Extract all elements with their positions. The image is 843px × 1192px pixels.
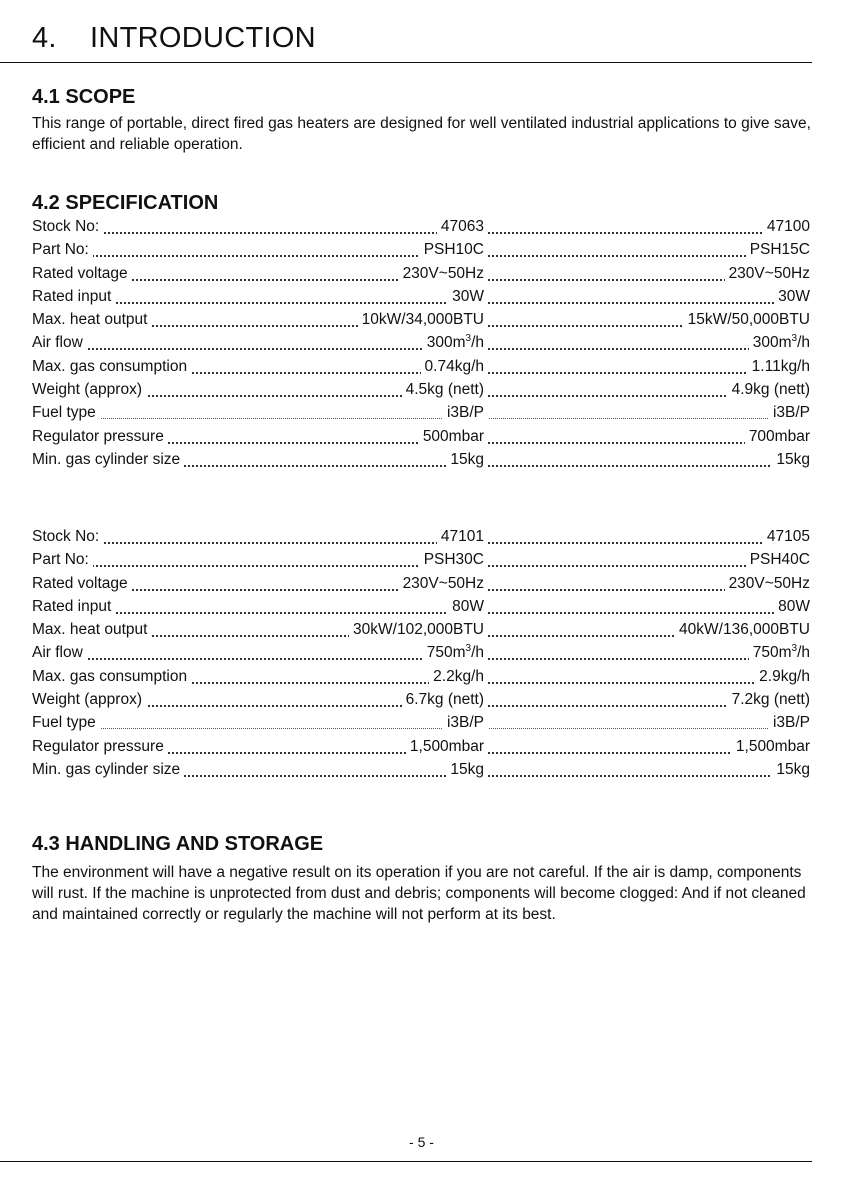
spec-value-col2: PSH40C — [746, 551, 810, 569]
spec-value-col2: i3B/P — [769, 714, 810, 732]
spec-label: Weight (approx) — [32, 381, 146, 399]
spec-row — [32, 621, 810, 644]
spec-label: Min. gas cylinder size — [32, 451, 184, 469]
spec-value-col1: 500mbar — [419, 428, 488, 446]
spec-row — [32, 761, 810, 784]
spec-value-col2: 15kg — [772, 761, 810, 779]
spec-row — [32, 428, 810, 451]
chapter-title: INTRODUCTION — [90, 22, 316, 54]
spec-value-col1: 10kW/34,000BTU — [358, 311, 488, 329]
spec-label: Fuel type — [32, 404, 100, 422]
top-rule — [0, 62, 812, 63]
spec-row — [32, 575, 810, 598]
spec-value-col2: 700mbar — [745, 428, 810, 446]
spec-value-col1: 230V~50Hz — [399, 575, 488, 593]
spec-value-col2: 40kW/136,000BTU — [675, 621, 810, 639]
spec-value-col2: 230V~50Hz — [725, 575, 810, 593]
specification-heading: 4.2 SPECIFICATION — [32, 192, 219, 214]
dot-leader — [32, 612, 810, 614]
spec-row — [32, 451, 810, 474]
scope-heading: 4.1 SCOPE — [32, 86, 136, 108]
spec-value-col1: 1,500mbar — [406, 738, 488, 756]
spec-label: Air flow — [32, 334, 87, 352]
spec-label: Max. gas consumption — [32, 668, 191, 686]
spec-value-col1: i3B/P — [443, 404, 488, 422]
spec-value-col1: 6.7kg (nett) — [402, 691, 488, 709]
spec-value-col2: 47100 — [763, 218, 810, 236]
spec-row — [32, 311, 810, 334]
spec-value-col1: 80W — [448, 598, 488, 616]
spec-label: Min. gas cylinder size — [32, 761, 184, 779]
page-number: - 5 - — [409, 1134, 434, 1150]
spec-row — [32, 218, 810, 241]
handling-text: The environment will have a negative result on its operation if you are not careful. If the air is damp, components will rust. If the machine is unprotected from dust and debris; components will become clogged: And if not cleaned and maintained correctly or regularly the machine will not perform at its best. — [32, 864, 806, 923]
bottom-rule — [0, 1161, 812, 1162]
spec-label: Rated voltage — [32, 575, 132, 593]
spec-row — [32, 381, 810, 404]
spec-value-col2: 30W — [774, 288, 810, 306]
spec-label: Part No: — [32, 241, 93, 259]
spec-row — [32, 334, 810, 357]
spec-label: Regulator pressure — [32, 428, 168, 446]
spec-value-col1: 15kg — [446, 451, 488, 469]
spec-value-col1: PSH10C — [420, 241, 488, 259]
spec-value-col1: i3B/P — [443, 714, 488, 732]
dot-leader — [32, 418, 810, 419]
spec-value-col1: 30kW/102,000BTU — [349, 621, 488, 639]
spec-value-col2: 230V~50Hz — [725, 265, 810, 283]
spec-value-col1: 47101 — [437, 528, 488, 546]
dot-leader — [32, 542, 810, 544]
spec-label: Weight (approx) — [32, 691, 146, 709]
spec-value-col2: 15kg — [772, 451, 810, 469]
spec-label: Max. heat output — [32, 621, 151, 639]
spec-value-col2: 7.2kg (nett) — [728, 691, 810, 709]
spec-value-col2: 1,500mbar — [732, 738, 810, 756]
spec-label: Regulator pressure — [32, 738, 168, 756]
spec-label: Max. gas consumption — [32, 358, 191, 376]
spec-table-1 — [32, 218, 810, 474]
spec-label: Rated voltage — [32, 265, 132, 283]
dot-leader — [32, 728, 810, 729]
spec-label: Air flow — [32, 644, 87, 662]
spec-value-col1: PSH30C — [420, 551, 488, 569]
spec-value-col2: PSH15C — [746, 241, 810, 259]
spec-value-col1: 230V~50Hz — [399, 265, 488, 283]
spec-row — [32, 358, 810, 381]
spec-label: Stock No: — [32, 528, 103, 546]
spec-value-col1: $300m^3/h$ — [423, 334, 488, 352]
dot-leader — [32, 348, 810, 350]
spec-value-col1: $750m^3/h$ — [423, 644, 488, 662]
spec-value-col1: 2.2kg/h — [429, 668, 488, 686]
spec-value-col2: 47105 — [763, 528, 810, 546]
spec-value-col1: 30W — [448, 288, 488, 306]
spec-value-col2: 15kW/50,000BTU — [684, 311, 810, 329]
spec-label: Max. heat output — [32, 311, 151, 329]
spec-label: Stock No: — [32, 218, 103, 236]
dot-leader — [32, 232, 810, 234]
spec-value-col2: 1.11kg/h — [748, 358, 810, 376]
spec-row — [32, 738, 810, 761]
spec-row — [32, 404, 810, 427]
dot-leader — [32, 302, 810, 304]
spec-value-col1: 0.74kg/h — [421, 358, 488, 376]
spec-row — [32, 691, 810, 714]
spec-value-col2: 2.9kg/h — [755, 668, 810, 686]
spec-value-col2: i3B/P — [769, 404, 810, 422]
scope-text: This range of portable, direct fired gas heaters are designed for well ventilated industrial applications to give save, efficient and reliable operation. — [32, 115, 811, 153]
handling-heading: 4.3 HANDLING AND STORAGE — [32, 833, 324, 855]
spec-label: Rated input — [32, 598, 115, 616]
spec-table-2 — [32, 528, 810, 784]
spec-value-col2: 80W — [774, 598, 810, 616]
chapter-number: 4. — [32, 22, 57, 54]
chapter-heading — [32, 22, 316, 55]
spec-row — [32, 668, 810, 691]
spec-value-col2: 4.9kg (nett) — [728, 381, 810, 399]
spec-value-col1: 15kg — [446, 761, 488, 779]
spec-row — [32, 528, 810, 551]
spec-label: Fuel type — [32, 714, 100, 732]
spec-row — [32, 241, 810, 264]
spec-value-col2: $750m^3/h$ — [749, 644, 810, 662]
spec-value-col1: 4.5kg (nett) — [402, 381, 488, 399]
spec-row — [32, 288, 810, 311]
spec-row — [32, 598, 810, 621]
spec-label: Part No: — [32, 551, 93, 569]
spec-row — [32, 265, 810, 288]
spec-label: Rated input — [32, 288, 115, 306]
spec-row — [32, 714, 810, 737]
spec-value-col2: $300m^3/h$ — [749, 334, 810, 352]
dot-leader — [32, 658, 810, 660]
spec-row — [32, 644, 810, 667]
spec-value-col1: 47063 — [437, 218, 488, 236]
spec-row — [32, 551, 810, 574]
